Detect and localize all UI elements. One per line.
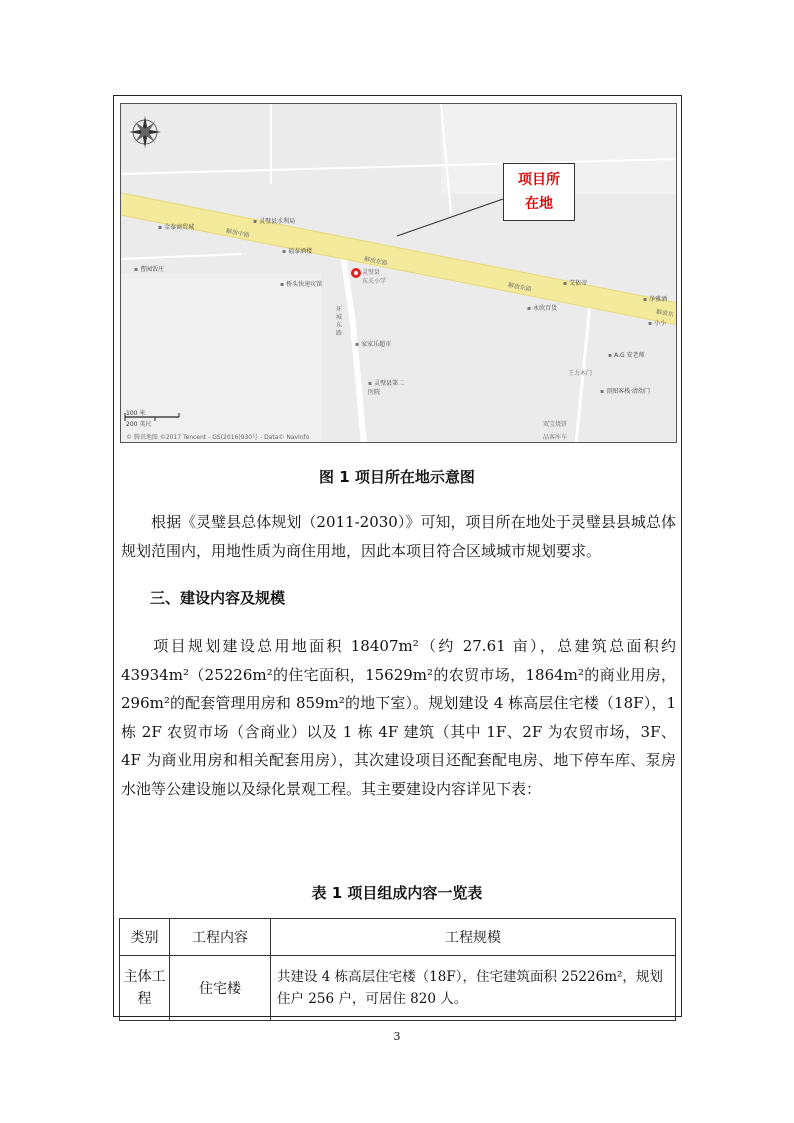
table-title: 表 1 项目组成内容一览表: [311, 884, 483, 902]
paragraph-planning: [121, 508, 676, 565]
table-header-row: [120, 919, 676, 956]
map-poi-label: 东关小学: [362, 278, 387, 285]
map-road-label: 解放东路: [363, 255, 389, 268]
table-row: [120, 956, 676, 1021]
paragraph-construction: [121, 632, 676, 803]
callout-line-2: 在地: [525, 196, 553, 212]
map-copyright: © 腾讯地图 ©2017 Tencent - GS(2016)930号 - Data© NavInfo: [126, 434, 310, 441]
map-poi: ▪ 艾依帝: [563, 278, 587, 287]
header-scale: 工程规模: [271, 919, 676, 956]
callout-line-1: 项目所: [518, 172, 560, 188]
map-road-label: 解放东路: [507, 281, 533, 294]
map-poi: ▪ 福泰酒楼: [282, 246, 312, 255]
cell-item: 住宅楼: [170, 956, 271, 1021]
header-category: 类别: [120, 919, 170, 956]
map-poi-label: 双宝烧饼: [543, 421, 568, 428]
map-road-label: 解放东: [655, 308, 675, 319]
cell-category: 主体工程: [120, 956, 170, 1021]
map-poi-label: 品客库车: [543, 434, 568, 441]
map-poi: ▪ 小小: [648, 318, 666, 327]
figure-caption: 图 1 项目所在地示意图: [319, 468, 475, 486]
scale-label-feet: 200 英尺: [126, 421, 152, 428]
map-poi: ▪ 金泰商贸城: [158, 222, 194, 231]
map-poi: ▪ 永欣百货: [527, 303, 557, 312]
map-poi: ▪ 家家乐超市: [355, 339, 391, 348]
scale-label-meters: 100 米: [126, 410, 146, 417]
cell-scale: 共建设 4 栋高层住宅楼（18F），住宅建筑面积 25226m²，规划住户 256 户，可居住 820 人。: [271, 956, 676, 1021]
map-poi-label: 王力木门: [568, 370, 593, 377]
map-poi: ▪ 桥头快速宾馆: [280, 279, 322, 288]
map-road-label: 环城东路: [336, 306, 343, 337]
map-road-label: 解放中路: [225, 227, 251, 240]
page-number: 3: [393, 1030, 401, 1043]
map-poi-label: 灵璧县: [362, 269, 381, 276]
map-poi: ▪ 曹园饭庄: [134, 264, 164, 273]
section-heading: 三、建设内容及规模: [150, 589, 286, 607]
map-poi: ▪ 灵璧县水利局: [253, 216, 295, 225]
map-poi: ▪ 净雅酒: [643, 294, 667, 303]
paragraph-planning-text: 根据《灵璧县总体规划（2011-2030）》可知，项目所在地处于灵璧县县城总体规划范围内，用地性质为商住用地，因此本项目符合区域城市规划要求。: [121, 513, 676, 560]
project-components-table: [119, 918, 676, 1021]
map-poi: ▪ A.G 安老师: [608, 350, 645, 359]
project-location-callout: [503, 163, 575, 221]
paragraph-construction-text: 项目规划建设总用地面积 18407m²（约 27.61 亩），总建筑总面积约 43934m²（25226m²的住宅面积，15629m²的农贸市场，1864m²的商业用房，296m²的配套管理用房和 859m²的地下室）。规划建设 4 栋高层住宅楼（18F），1 栋 2F 农贸市场（含商业）以及 1 栋 4F 建筑（其中 1F、2F 为农贸市场，3F、4F 为商业用房和相关配套用房），其次建设项目还配套配电房、地下停车库、泵房水池等公建设施以及绿化景观工程。其主要建设内容详见下表：: [121, 637, 676, 798]
map-poi: ▪ 灵璧县第二医院: [368, 378, 408, 396]
header-item: 工程内容: [170, 919, 271, 956]
map-poi: ▪ 顶图客栈·清幼门: [600, 386, 660, 395]
